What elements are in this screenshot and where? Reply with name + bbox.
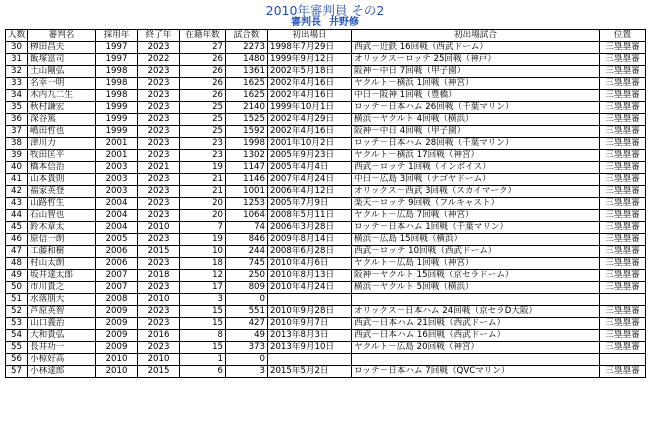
table-row	[6, 210, 646, 222]
start-year-cell: 1997	[96, 42, 138, 54]
years-active-cell: 1	[180, 354, 226, 366]
start-year-cell: 2009	[96, 342, 138, 354]
years-active-cell: 26	[180, 66, 226, 78]
position-cell: 三塁塁審	[600, 186, 646, 198]
position-cell	[600, 354, 646, 366]
games-count-cell: 373	[226, 342, 268, 354]
start-year-cell: 2010	[96, 354, 138, 366]
umpire-name-cell: 芦原英智	[28, 306, 96, 318]
games-count-cell: 3	[226, 366, 268, 378]
table-row	[6, 306, 646, 318]
row-number-cell: 37	[6, 126, 28, 138]
table-row	[6, 342, 646, 354]
debut-match-cell: 阪神－中日 7回戦（甲子園）	[352, 66, 600, 78]
header-debut-match: 初出場試合	[352, 30, 600, 42]
games-count-cell: 74	[226, 222, 268, 234]
games-count-cell: 2140	[226, 102, 268, 114]
umpire-table	[5, 29, 646, 378]
table-row	[6, 330, 646, 342]
end-year-cell: 2018	[138, 270, 180, 282]
debut-match-cell: 西武－日本ハム 21回戦（西武ドーム）	[352, 318, 600, 330]
end-year-cell: 2023	[138, 138, 180, 150]
umpire-name-cell: 木内九二生	[28, 90, 96, 102]
row-number-cell: 52	[6, 306, 28, 318]
row-number-cell: 49	[6, 270, 28, 282]
start-year-cell: 1998	[96, 78, 138, 90]
end-year-cell: 2023	[138, 102, 180, 114]
end-year-cell: 2015	[138, 246, 180, 258]
start-year-cell: 1998	[96, 66, 138, 78]
start-year-cell: 2004	[96, 198, 138, 210]
table-row	[6, 222, 646, 234]
games-count-cell: 1525	[226, 114, 268, 126]
header-no: 人数	[6, 30, 28, 42]
table-row	[6, 318, 646, 330]
table-row	[6, 162, 646, 174]
debut-date-cell: 2002年5月18日	[268, 66, 352, 78]
debut-date-cell: 2008年5月11日	[268, 210, 352, 222]
start-year-cell: 2008	[96, 294, 138, 306]
position-cell: 三塁塁審	[600, 126, 646, 138]
years-active-cell: 19	[180, 234, 226, 246]
start-year-cell: 2003	[96, 174, 138, 186]
header-debut-date: 初出場日	[268, 30, 352, 42]
years-active-cell: 6	[180, 366, 226, 378]
row-number-cell: 40	[6, 162, 28, 174]
years-active-cell: 21	[180, 174, 226, 186]
debut-match-cell: ロッテ－日本ハム 26回戦（千葉マリン）	[352, 102, 600, 114]
table-row	[6, 366, 646, 378]
years-active-cell: 25	[180, 102, 226, 114]
page-subtitle	[5, 17, 645, 28]
debut-match-cell: ヤクルト－横浜 1回戦（神宮）	[352, 78, 600, 90]
years-active-cell: 10	[180, 246, 226, 258]
start-year-cell: 2009	[96, 306, 138, 318]
umpire-name-cell: 坂井達太郎	[28, 270, 96, 282]
start-year-cell: 2005	[96, 234, 138, 246]
row-number-cell: 41	[6, 174, 28, 186]
umpire-name-cell: 原信一朗	[28, 234, 96, 246]
debut-date-cell	[268, 294, 352, 306]
years-active-cell: 25	[180, 114, 226, 126]
games-count-cell: 2273	[226, 42, 268, 54]
position-cell: 三塁塁審	[600, 366, 646, 378]
end-year-cell: 2023	[138, 186, 180, 198]
games-count-cell: 1625	[226, 78, 268, 90]
debut-date-cell: 2002年4月16日	[268, 78, 352, 90]
end-year-cell: 2023	[138, 78, 180, 90]
row-number-cell: 43	[6, 198, 28, 210]
years-active-cell: 7	[180, 222, 226, 234]
years-active-cell: 26	[180, 90, 226, 102]
position-cell: 三塁塁審	[600, 246, 646, 258]
end-year-cell: 2016	[138, 330, 180, 342]
position-cell: 三塁塁審	[600, 198, 646, 210]
umpire-name-cell: 大和貴弘	[28, 330, 96, 342]
umpire-name-cell: 牧田匡平	[28, 150, 96, 162]
start-year-cell: 2004	[96, 222, 138, 234]
table-row	[6, 270, 646, 282]
games-count-cell: 1302	[226, 150, 268, 162]
debut-match-cell: ロッテ－日本ハム 1回戦（千葉マリン）	[352, 222, 600, 234]
table-row	[6, 294, 646, 306]
table-row	[6, 198, 646, 210]
position-cell: 三塁塁審	[600, 102, 646, 114]
umpire-name-cell: 工藤和樹	[28, 246, 96, 258]
debut-date-cell: 1999年10月1日	[268, 102, 352, 114]
debut-match-cell: オリックス－ロッテ 25回戦（神戸）	[352, 54, 600, 66]
chief-umpire-name: 井野修	[329, 17, 359, 28]
years-active-cell: 27	[180, 42, 226, 54]
table-row	[6, 114, 646, 126]
umpire-name-cell: 山路哲生	[28, 198, 96, 210]
start-year-cell: 2006	[96, 258, 138, 270]
position-cell: 三塁塁審	[600, 42, 646, 54]
umpire-name-cell: 市川貴之	[28, 282, 96, 294]
games-count-cell: 1146	[226, 174, 268, 186]
position-cell: 三塁塁審	[600, 330, 646, 342]
row-number-cell: 53	[6, 318, 28, 330]
games-count-cell: 1253	[226, 198, 268, 210]
debut-match-cell: 西武－ロッテ 1回戦（インボイス）	[352, 162, 600, 174]
debut-match-cell: オリックス－日本ハム 24回戦（京セラD大阪）	[352, 306, 600, 318]
position-cell: 三塁塁審	[600, 54, 646, 66]
position-cell: 三塁塁審	[600, 222, 646, 234]
debut-date-cell: 2013年8月3日	[268, 330, 352, 342]
umpire-name-cell: 福家英登	[28, 186, 96, 198]
end-year-cell: 2023	[138, 126, 180, 138]
row-number-cell: 34	[6, 90, 28, 102]
end-year-cell: 2023	[138, 282, 180, 294]
start-year-cell: 2003	[96, 162, 138, 174]
table-row	[6, 150, 646, 162]
games-count-cell: 1064	[226, 210, 268, 222]
umpire-name-cell: 水落朋大	[28, 294, 96, 306]
games-count-cell: 1147	[226, 162, 268, 174]
start-year-cell: 2001	[96, 138, 138, 150]
games-count-cell: 1625	[226, 90, 268, 102]
row-number-cell: 38	[6, 138, 28, 150]
table-row	[6, 90, 646, 102]
start-year-cell: 2006	[96, 246, 138, 258]
table-row	[6, 102, 646, 114]
end-year-cell: 2023	[138, 42, 180, 54]
row-number-cell: 33	[6, 78, 28, 90]
debut-match-cell: ヤクルト－広島 20回戦（神宮）	[352, 342, 600, 354]
umpire-name-cell: 津川力	[28, 138, 96, 150]
umpire-name-cell: 深谷篤	[28, 114, 96, 126]
table-row	[6, 246, 646, 258]
debut-match-cell: 横浜－ヤクルト 5回戦（横浜）	[352, 282, 600, 294]
games-count-cell: 809	[226, 282, 268, 294]
games-count-cell: 846	[226, 234, 268, 246]
debut-match-cell	[352, 294, 600, 306]
start-year-cell: 2009	[96, 318, 138, 330]
table-row	[6, 66, 646, 78]
header-name: 審判名	[28, 30, 96, 42]
table-row	[6, 186, 646, 198]
row-number-cell: 50	[6, 282, 28, 294]
games-count-cell: 1001	[226, 186, 268, 198]
umpire-name-cell: 秋村謙宏	[28, 102, 96, 114]
table-row	[6, 138, 646, 150]
end-year-cell: 2015	[138, 366, 180, 378]
debut-match-cell: ロッテ－日本ハム 7回戦（QVCマリン）	[352, 366, 600, 378]
end-year-cell: 2023	[138, 306, 180, 318]
row-number-cell: 54	[6, 330, 28, 342]
row-number-cell: 35	[6, 102, 28, 114]
position-cell: 三塁塁審	[600, 162, 646, 174]
position-cell: 三塁塁審	[600, 78, 646, 90]
header-start-year: 採用年	[96, 30, 138, 42]
end-year-cell: 2023	[138, 342, 180, 354]
umpire-name-cell: 山口義治	[28, 318, 96, 330]
debut-match-cell: 阪神－ヤクルト 15回戦（京セラドーム）	[352, 270, 600, 282]
debut-date-cell: 2007年4月24日	[268, 174, 352, 186]
position-cell: 三塁塁審	[600, 150, 646, 162]
years-active-cell: 20	[180, 198, 226, 210]
table-row	[6, 174, 646, 186]
debut-date-cell: 2010年4月24日	[268, 282, 352, 294]
games-count-cell: 427	[226, 318, 268, 330]
debut-match-cell: ヤクルト－広島 1回戦（神宮）	[352, 258, 600, 270]
row-number-cell: 44	[6, 210, 28, 222]
end-year-cell: 2023	[138, 150, 180, 162]
position-cell: 三塁塁審	[600, 318, 646, 330]
header-games: 試合数	[226, 30, 268, 42]
header-years: 在籍年数	[180, 30, 226, 42]
debut-match-cell: オリックス－西武 3回戦（スカイマーク）	[352, 186, 600, 198]
debut-date-cell: 2013年9月10日	[268, 342, 352, 354]
years-active-cell: 25	[180, 126, 226, 138]
games-count-cell: 0	[226, 294, 268, 306]
games-count-cell: 1998	[226, 138, 268, 150]
position-cell: 三塁塁審	[600, 210, 646, 222]
start-year-cell: 2004	[96, 210, 138, 222]
table-row	[6, 354, 646, 366]
games-count-cell: 1480	[226, 54, 268, 66]
start-year-cell: 2007	[96, 270, 138, 282]
debut-match-cell	[352, 354, 600, 366]
end-year-cell: 2010	[138, 294, 180, 306]
debut-match-cell: ロッテ－日本ハム 28回戦（千葉マリン）	[352, 138, 600, 150]
row-number-cell: 56	[6, 354, 28, 366]
row-number-cell: 30	[6, 42, 28, 54]
row-number-cell: 46	[6, 234, 28, 246]
table-row	[6, 282, 646, 294]
end-year-cell: 2021	[138, 162, 180, 174]
table-row	[6, 78, 646, 90]
years-active-cell: 21	[180, 186, 226, 198]
debut-date-cell: 2010年9月28日	[268, 306, 352, 318]
start-year-cell: 2003	[96, 186, 138, 198]
games-count-cell: 0	[226, 354, 268, 366]
position-cell: 三塁塁審	[600, 342, 646, 354]
start-year-cell: 2001	[96, 150, 138, 162]
umpire-name-cell: 小椋好高	[28, 354, 96, 366]
start-year-cell: 1998	[96, 90, 138, 102]
end-year-cell: 2023	[138, 90, 180, 102]
years-active-cell: 12	[180, 270, 226, 282]
table-row	[6, 54, 646, 66]
start-year-cell: 1999	[96, 102, 138, 114]
end-year-cell: 2010	[138, 222, 180, 234]
games-count-cell: 1361	[226, 66, 268, 78]
debut-match-cell: 阪神－中日 4回戦（甲子園）	[352, 126, 600, 138]
end-year-cell: 2023	[138, 258, 180, 270]
row-number-cell: 36	[6, 114, 28, 126]
table-row	[6, 126, 646, 138]
row-number-cell: 51	[6, 294, 28, 306]
umpire-name-cell: 石山智也	[28, 210, 96, 222]
position-cell: 三塁塁審	[600, 90, 646, 102]
header-end-year: 終了年	[138, 30, 180, 42]
page-title: 2010年審判員 その2	[265, 3, 385, 18]
umpire-name-cell: 名幸一明	[28, 78, 96, 90]
games-count-cell: 250	[226, 270, 268, 282]
row-number-cell: 31	[6, 54, 28, 66]
years-active-cell: 3	[180, 294, 226, 306]
position-cell: 三塁塁審	[600, 114, 646, 126]
start-year-cell: 1999	[96, 126, 138, 138]
games-count-cell: 1592	[226, 126, 268, 138]
position-cell: 三塁塁審	[600, 234, 646, 246]
debut-date-cell: 2006年3月28日	[268, 222, 352, 234]
debut-match-cell: 横浜－広島 15回戦（横浜）	[352, 234, 600, 246]
games-count-cell: 244	[226, 246, 268, 258]
years-active-cell: 20	[180, 210, 226, 222]
years-active-cell: 15	[180, 318, 226, 330]
years-active-cell: 26	[180, 78, 226, 90]
end-year-cell: 2023	[138, 174, 180, 186]
row-number-cell: 48	[6, 258, 28, 270]
end-year-cell: 2023	[138, 318, 180, 330]
debut-date-cell: 2005年9月23日	[268, 150, 352, 162]
row-number-cell: 42	[6, 186, 28, 198]
debut-date-cell: 2002年4月29日	[268, 114, 352, 126]
row-number-cell: 45	[6, 222, 28, 234]
umpire-name-cell: 鈴木章太	[28, 222, 96, 234]
umpire-name-cell: 嶋田哲也	[28, 126, 96, 138]
years-active-cell: 26	[180, 54, 226, 66]
row-number-cell: 32	[6, 66, 28, 78]
debut-match-cell: 中日－広島 3回戦（ナゴヤドーム）	[352, 174, 600, 186]
debut-date-cell: 2001年10月2日	[268, 138, 352, 150]
position-cell: 三塁塁審	[600, 258, 646, 270]
debut-date-cell: 2005年4月4日	[268, 162, 352, 174]
debut-date-cell: 2010年9月7日	[268, 318, 352, 330]
table-row	[6, 258, 646, 270]
position-cell: 三塁塁審	[600, 270, 646, 282]
umpire-sheet	[5, 4, 645, 378]
position-cell: 三塁塁審	[600, 138, 646, 150]
debut-match-cell: 西武－ロッテ 10回戦（西武ドーム）	[352, 246, 600, 258]
debut-match-cell: ヤクルト－横浜 17回戦（神宮）	[352, 150, 600, 162]
table-body	[6, 42, 646, 378]
years-active-cell: 8	[180, 330, 226, 342]
debut-match-cell: 西武－日本ハム 16回戦（西武ドーム）	[352, 330, 600, 342]
umpire-name-cell: 栁田昌夫	[28, 42, 96, 54]
row-number-cell: 39	[6, 150, 28, 162]
years-active-cell: 23	[180, 150, 226, 162]
debut-match-cell: 楽天－ロッテ 9回戦（フルキャスト）	[352, 198, 600, 210]
debut-date-cell: 1998年7月29日	[268, 42, 352, 54]
position-cell: 三塁塁審	[600, 282, 646, 294]
umpire-name-cell: 長井功一	[28, 342, 96, 354]
years-active-cell: 17	[180, 282, 226, 294]
years-active-cell: 23	[180, 138, 226, 150]
debut-match-cell: 西武－近鉄 16回戦（西武ドーム）	[352, 42, 600, 54]
end-year-cell: 2023	[138, 114, 180, 126]
start-year-cell: 1997	[96, 54, 138, 66]
debut-match-cell: 中日－阪神 1回戦（豊橋）	[352, 90, 600, 102]
umpire-name-cell: 橋本信治	[28, 162, 96, 174]
start-year-cell: 1999	[96, 114, 138, 126]
end-year-cell: 2023	[138, 198, 180, 210]
debut-date-cell: 2006年4月12日	[268, 186, 352, 198]
debut-date-cell: 2002年4月16日	[268, 90, 352, 102]
years-active-cell: 15	[180, 342, 226, 354]
games-count-cell: 49	[226, 330, 268, 342]
chief-umpire-label: 審判長	[291, 17, 321, 28]
table-row	[6, 234, 646, 246]
debut-date-cell: 2009年8月14日	[268, 234, 352, 246]
header-position: 位置	[600, 30, 646, 42]
debut-date-cell: 2002年4月16日	[268, 126, 352, 138]
debut-match-cell: ヤクルト－広島 7回戦（神宮）	[352, 210, 600, 222]
position-cell: 三塁塁審	[600, 306, 646, 318]
row-number-cell: 55	[6, 342, 28, 354]
end-year-cell: 2023	[138, 66, 180, 78]
start-year-cell: 2009	[96, 330, 138, 342]
umpire-name-cell: 土山剛弘	[28, 66, 96, 78]
end-year-cell: 2023	[138, 210, 180, 222]
debut-date-cell: 2015年5月2日	[268, 366, 352, 378]
umpire-name-cell: 飯塚富司	[28, 54, 96, 66]
umpire-name-cell: 山本貴則	[28, 174, 96, 186]
debut-date-cell: 2008年6月28日	[268, 246, 352, 258]
years-active-cell: 15	[180, 306, 226, 318]
debut-date-cell: 1999年9月12日	[268, 54, 352, 66]
debut-date-cell: 2005年7月9日	[268, 198, 352, 210]
row-number-cell: 57	[6, 366, 28, 378]
games-count-cell: 745	[226, 258, 268, 270]
end-year-cell: 2022	[138, 54, 180, 66]
debut-date-cell: 2010年8月13日	[268, 270, 352, 282]
debut-match-cell: 横浜－ヤクルト 4回戦（横浜）	[352, 114, 600, 126]
header-row	[6, 30, 646, 42]
row-number-cell: 47	[6, 246, 28, 258]
umpire-name-cell: 村山太朗	[28, 258, 96, 270]
position-cell: 三塁塁審	[600, 66, 646, 78]
start-year-cell: 2007	[96, 282, 138, 294]
umpire-name-cell: 小林達郎	[28, 366, 96, 378]
position-cell	[600, 294, 646, 306]
end-year-cell: 2010	[138, 354, 180, 366]
table-row	[6, 42, 646, 54]
years-active-cell: 18	[180, 258, 226, 270]
years-active-cell: 19	[180, 162, 226, 174]
games-count-cell: 551	[226, 306, 268, 318]
end-year-cell: 2023	[138, 234, 180, 246]
debut-date-cell: 2010年4月6日	[268, 258, 352, 270]
start-year-cell: 2010	[96, 366, 138, 378]
position-cell: 三塁塁審	[600, 174, 646, 186]
debut-date-cell	[268, 354, 352, 366]
